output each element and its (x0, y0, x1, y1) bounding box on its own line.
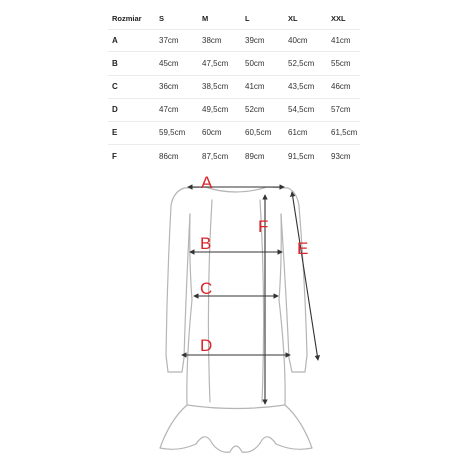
table-cell: 37cm (159, 36, 179, 45)
dress-outline (160, 187, 312, 452)
row-label: E (112, 128, 118, 137)
table-cell: 57cm (331, 105, 351, 114)
label-d: D (200, 336, 213, 355)
table-cell: 87,5cm (202, 152, 229, 161)
header-size: Rozmiar (112, 14, 142, 23)
dress-ruffle (160, 405, 312, 452)
row-label: B (112, 59, 118, 68)
label-f: F (258, 217, 269, 236)
dress-shoulder-left (171, 187, 205, 206)
table-cell: 52,5cm (288, 59, 315, 68)
table-cell: 45cm (159, 59, 179, 68)
dress-hem-line (187, 405, 285, 409)
dress-princess-seam-left (208, 200, 212, 402)
table-cell: 46cm (331, 82, 351, 91)
dress-sleeve-left-outer (166, 206, 171, 372)
table-cell: 50cm (245, 59, 265, 68)
label-b: B (200, 234, 212, 253)
table-cell: 38cm (202, 36, 222, 45)
header-s: S (159, 14, 165, 23)
row-label: C (112, 82, 118, 91)
table-cell: 38,5cm (202, 82, 229, 91)
table-cell: 55cm (331, 59, 351, 68)
table-cell: 61cm (288, 128, 308, 137)
table-cell: 61,5cm (331, 128, 358, 137)
table-cell: 43,5cm (288, 82, 315, 91)
header-m: M (202, 14, 209, 23)
table-cell: 60,5cm (245, 128, 272, 137)
label-c: C (200, 279, 213, 298)
table-cell: 52cm (245, 105, 265, 114)
table-cell: 89cm (245, 152, 265, 161)
label-e: E (297, 239, 309, 258)
measure-line-e (292, 192, 318, 360)
row-label: D (112, 105, 118, 114)
table-cell: 47,5cm (202, 59, 229, 68)
table-cell: 91,5cm (288, 152, 315, 161)
dress-sleeve-right-inner (281, 214, 292, 372)
table-cell: 39cm (245, 36, 265, 45)
table-cell: 47cm (159, 105, 179, 114)
row-label: A (112, 36, 118, 45)
dress-sleeve-right-outer (299, 206, 307, 372)
table-cell: 86cm (159, 152, 179, 161)
table-cell: 54,5cm (288, 105, 315, 114)
table-cell: 41cm (245, 82, 265, 91)
table-cell: 36cm (159, 82, 179, 91)
label-a: A (201, 173, 213, 192)
header-l: L (245, 14, 250, 23)
table-cell: 49,5cm (202, 105, 229, 114)
dress-sleeve-left-inner (182, 214, 190, 372)
table-cell: 93cm (331, 152, 351, 161)
header-xl: XL (288, 14, 298, 23)
dress-body-right (279, 214, 285, 405)
dress-body-left (187, 214, 192, 405)
dress-neckline (205, 187, 267, 192)
table-cell: 41cm (331, 36, 351, 45)
header-xxl: XXL (331, 14, 346, 23)
measurement-labels (200, 173, 308, 355)
row-label: F (112, 152, 117, 161)
table-cell: 60cm (202, 128, 222, 137)
table-cell: 59,5cm (159, 128, 186, 137)
table-cell: 40cm (288, 36, 308, 45)
